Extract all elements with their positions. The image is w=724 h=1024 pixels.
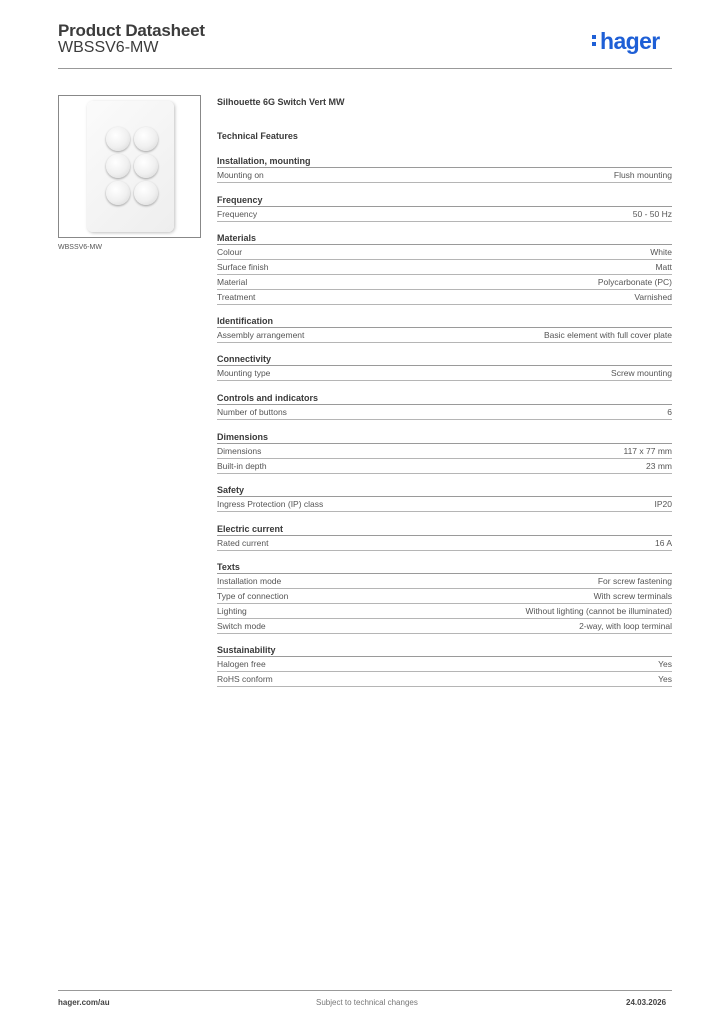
spec-section: [217, 523, 672, 551]
spec-section: [217, 315, 672, 343]
product-image: [58, 95, 201, 238]
footer-website-link[interactable]: hager.com/au: [58, 998, 110, 1007]
spec-row: [217, 657, 672, 672]
section-title: Sustainability: [217, 644, 672, 657]
spec-row: [217, 444, 672, 459]
spec-value: 16 A: [654, 538, 672, 548]
spec-label: Frequency: [217, 209, 258, 219]
spec-label: Halogen free: [217, 659, 266, 669]
switch-button-icon: [106, 154, 130, 178]
spec-row: [217, 619, 672, 634]
hager-logo: [592, 28, 660, 56]
spec-row: [217, 604, 672, 619]
section-title: Materials: [217, 232, 672, 245]
spec-row: [217, 245, 672, 260]
spec-row: [217, 328, 672, 343]
page-title: Product Datasheet: [58, 21, 205, 40]
spec-row: [217, 168, 672, 183]
spec-value: For screw fastening: [597, 576, 672, 586]
section-title: Texts: [217, 561, 672, 574]
section-title: Electric current: [217, 523, 672, 536]
spec-value: 117 x 77 mm: [623, 446, 672, 456]
section-title: Dimensions: [217, 431, 672, 444]
spec-section: [217, 392, 672, 420]
spec-label: Switch mode: [217, 621, 266, 631]
spec-value: Varnished: [634, 292, 672, 302]
spec-label: Colour: [217, 247, 243, 257]
spec-section: [217, 194, 672, 222]
logo-dots-icon: [592, 31, 598, 49]
switch-button-icon: [134, 181, 158, 205]
spec-label: Assembly arrangement: [217, 330, 305, 340]
spec-row: [217, 366, 672, 381]
spec-section: [217, 431, 672, 474]
switch-button-icon: [134, 127, 158, 151]
spec-row: [217, 536, 672, 551]
product-name: Silhouette 6G Switch Vert MW: [217, 97, 345, 107]
technical-features-heading: Technical Features: [217, 131, 298, 141]
spec-label: Dimensions: [217, 446, 262, 456]
spec-label: Rated current: [217, 538, 269, 548]
spec-row: [217, 459, 672, 474]
spec-label: Type of connection: [217, 591, 289, 601]
footer-divider: [58, 990, 672, 991]
spec-value: Flush mounting: [613, 170, 672, 180]
spec-label: Lighting: [217, 606, 247, 616]
spec-section: [217, 232, 672, 305]
footer-disclaimer: Subject to technical changes: [316, 998, 418, 1007]
spec-label: Mounting on: [217, 170, 264, 180]
spec-label: Built-in depth: [217, 461, 267, 471]
spec-row: [217, 260, 672, 275]
spec-row: [217, 672, 672, 687]
spec-row: [217, 405, 672, 420]
header-divider: [58, 68, 672, 69]
spec-value: With screw terminals: [593, 591, 672, 601]
spec-value: 23 mm: [646, 461, 672, 471]
section-title: Connectivity: [217, 353, 672, 366]
product-code: WBSSV6-MW: [58, 39, 159, 56]
switch-plate-image: [87, 101, 174, 232]
spec-section: [217, 644, 672, 687]
image-caption: WBSSV6-MW: [58, 244, 102, 251]
spec-value: 50 - 50 Hz: [632, 209, 672, 219]
spec-label: Surface finish: [217, 262, 269, 272]
switch-button-icon: [134, 154, 158, 178]
spec-value: Without lighting (cannot be illuminated): [525, 606, 672, 616]
switch-button-icon: [106, 127, 130, 151]
spec-label: RoHS conform: [217, 674, 273, 684]
spec-label: Number of buttons: [217, 407, 287, 417]
spec-value: Screw mounting: [611, 368, 672, 378]
logo-text: hager: [600, 28, 660, 54]
spec-value: Basic element with full cover plate: [543, 330, 672, 340]
spec-row: [217, 574, 672, 589]
section-title: Identification: [217, 315, 672, 328]
switch-button-icon: [106, 181, 130, 205]
spec-label: Material: [217, 277, 248, 287]
section-title: Installation, mounting: [217, 155, 672, 168]
spec-row: [217, 497, 672, 512]
section-title: Controls and indicators: [217, 392, 672, 405]
spec-label: Mounting type: [217, 368, 271, 378]
spec-value: IP20: [654, 499, 672, 509]
spec-value: Polycarbonate (PC): [597, 277, 672, 287]
spec-value: Yes: [658, 674, 672, 684]
spec-value: Matt: [655, 262, 672, 272]
spec-label: Installation mode: [217, 576, 282, 586]
spec-section: [217, 484, 672, 512]
spec-label: Ingress Protection (IP) class: [217, 499, 324, 509]
spec-section: [217, 155, 672, 183]
spec-section: [217, 353, 672, 381]
spec-value: 6: [667, 407, 672, 417]
spec-value: White: [650, 247, 672, 257]
spec-row: [217, 589, 672, 604]
spec-row: [217, 207, 672, 222]
spec-section: [217, 561, 672, 634]
spec-row: [217, 290, 672, 305]
spec-value: Yes: [658, 659, 672, 669]
spec-row: [217, 275, 672, 290]
footer-date: 24.03.2026: [626, 998, 667, 1007]
section-title: Frequency: [217, 194, 672, 207]
spec-label: Treatment: [217, 292, 256, 302]
spec-value: 2-way, with loop terminal: [579, 621, 672, 631]
section-title: Safety: [217, 484, 672, 497]
